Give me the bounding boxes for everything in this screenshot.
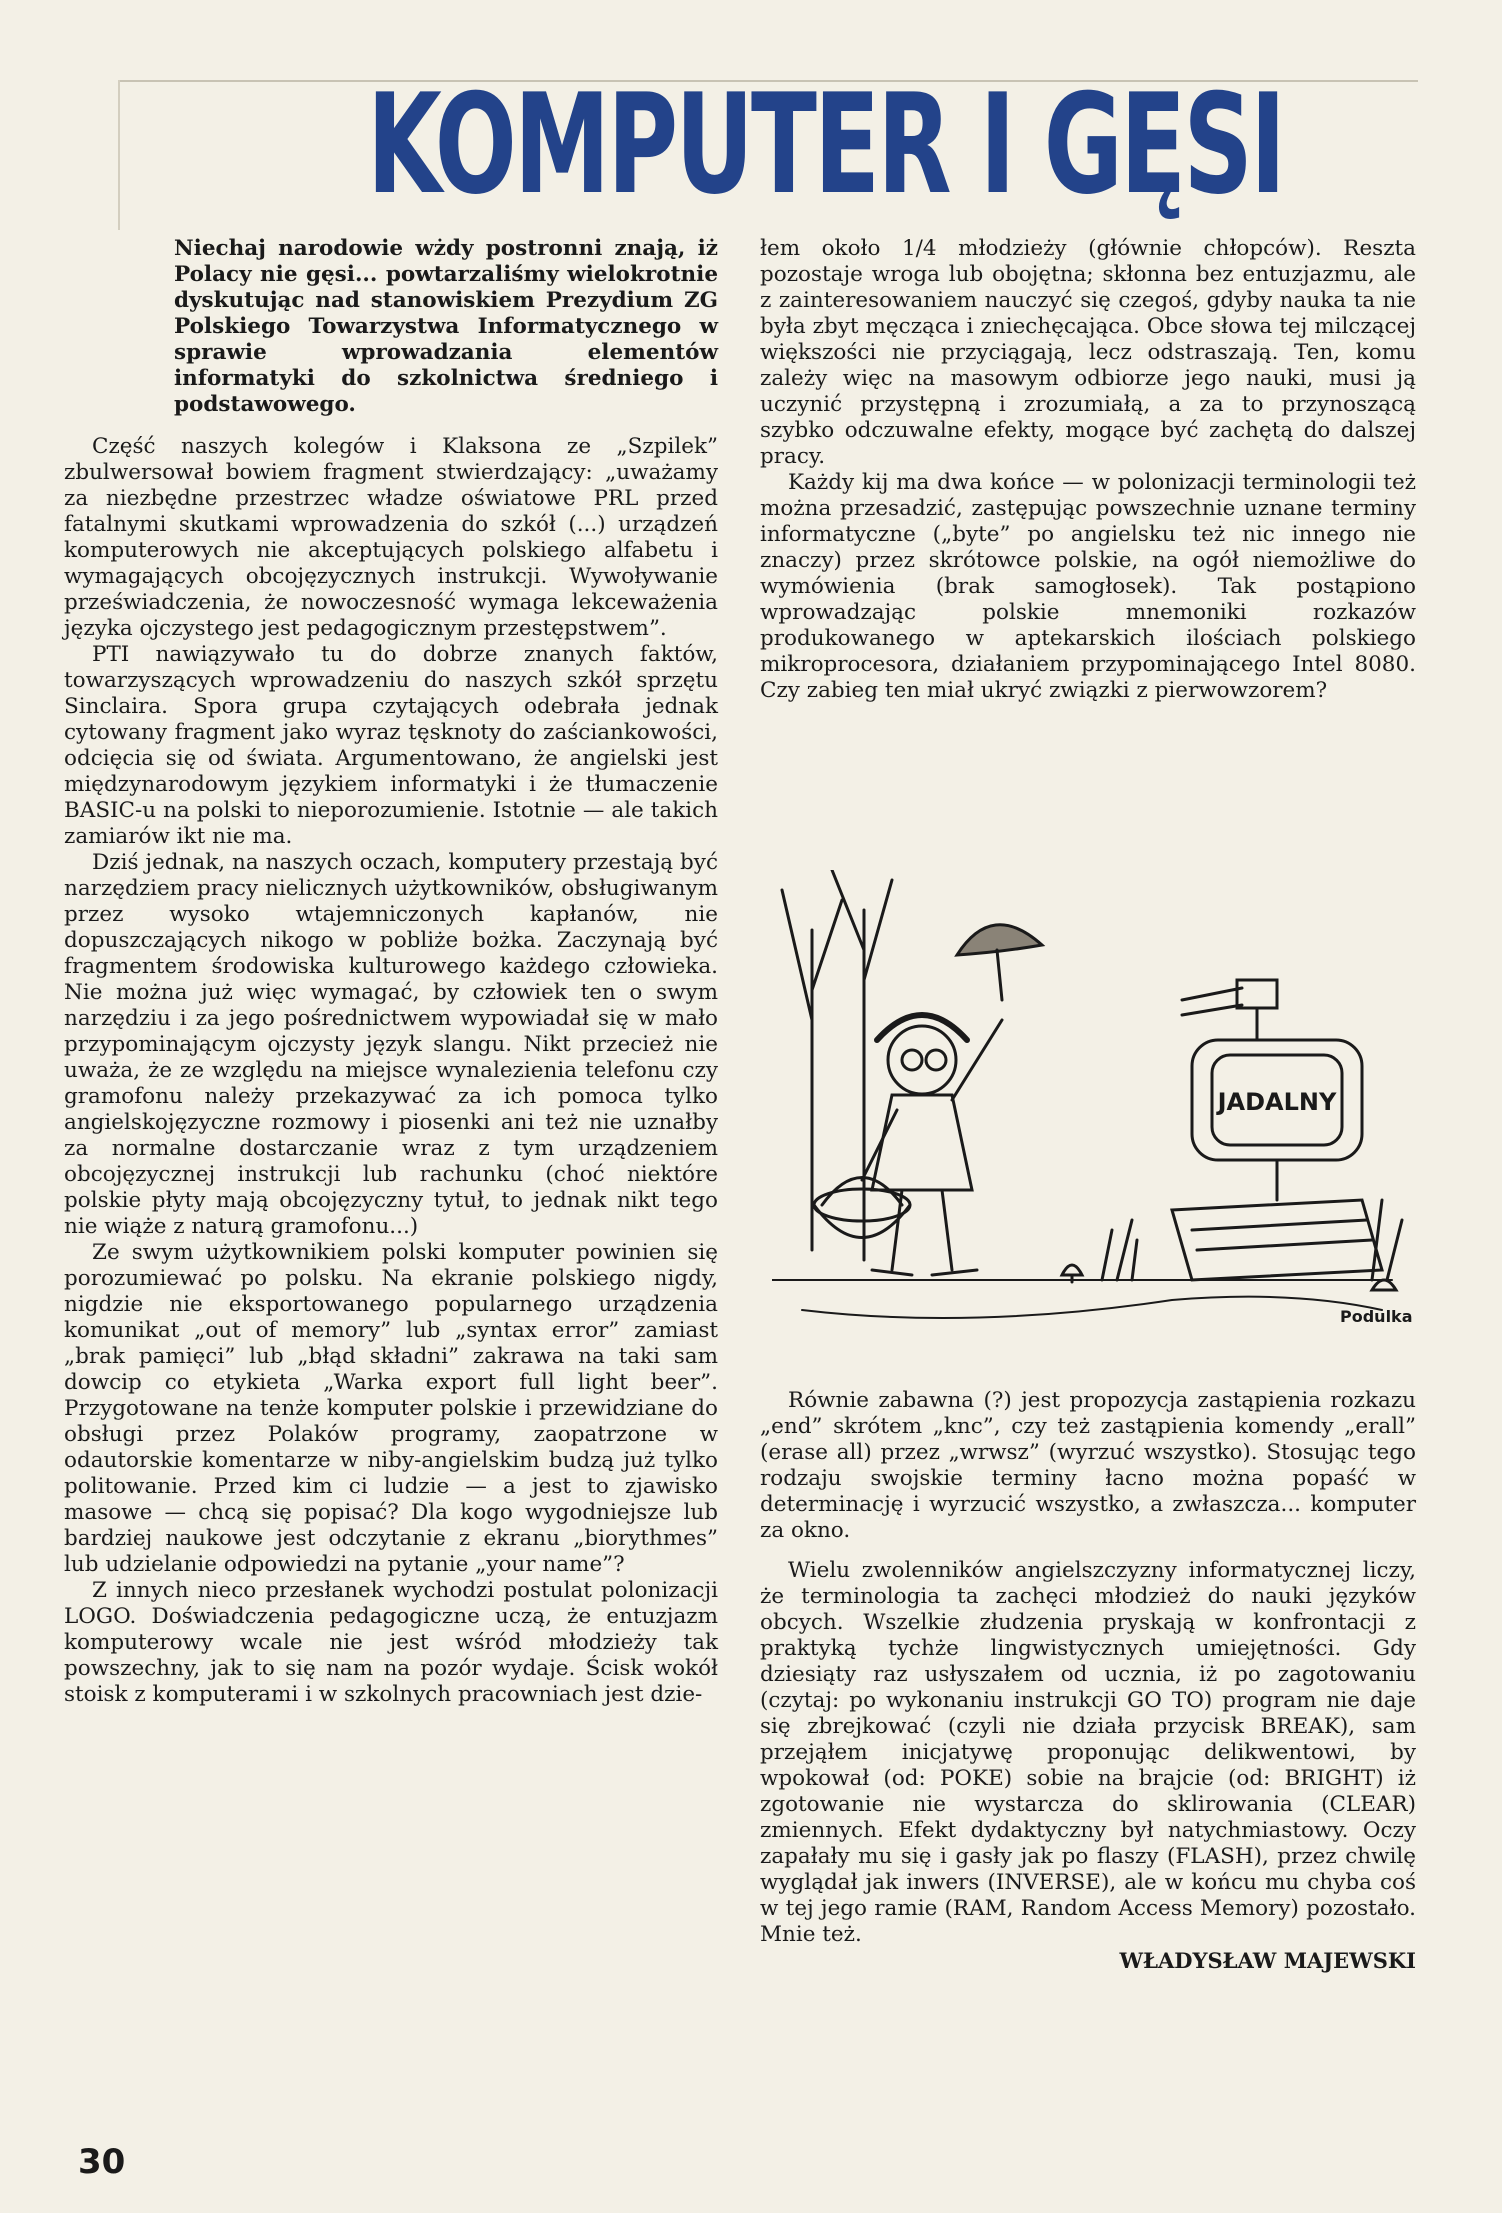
cartoon-illustration — [772, 870, 1412, 1350]
right-column-top — [760, 236, 1416, 704]
paragraph: Każdy kij ma dwa końce — w polonizacji terminologii też można przesadzić, zastępując powszechnie uznane terminy informatyczne („byte” po angielsku też nic innego nie znaczy) przez skrótowce polskie, na ogół niemożliwe do wymówienia (brak samogłosek). Tak postąpiono wprowadzając polskie mnemoniki rozkazów produkowanego w aptekarskich ilościach polskiego mikroprocesora, działaniem przypominającego Intel 8080. Czy zabieg ten miał ukryć związki z pierwowzorem? — [760, 470, 1416, 703]
paragraph: Wielu zwolenników angielszczyzny informatycznej liczy, że terminologia ta zachęci młodzież do nauki języków obcych. Wszelkie złudzenia pryskają w konfrontacji z praktyką tychże lingwistycznych umiejętności. Gdy dziesiąty raz usłyszałem od ucznia, iż po zagotowaniu (czytaj: po wykonaniu instrukcji GO TO) program nie daje się zbrejkować (czyli nie działa przycisk BREAK), sam przejąłem inicjatywę proponując delikwentowi, by wpokował (od: POKE) sobie na brajcie (od: BRIGHT) iż zgotowanie nie wystarcza do sklirowania (CLEAR) zmiennych. Efekt dydaktyczny był natychmiastowy. Oczy zapałały mu się i gasły jak po flaszy (FLASH), przez chwilę wyglądał jak inwers (INVERSE), ale w końcu mu chyba coś w tej jego ramie (RAM, Random Access Memory) pozostało. Mnie też. — [760, 1558, 1416, 1947]
cartoon-signature: Podulka — [1340, 1307, 1412, 1326]
paragraph: Ze swym użytkownikiem polski komputer powinien się porozumiewać po polsku. Na ekranie polskiego nigdy, nigdzie nie eksportowanego popularnego urządzenia komunikat „out of memory” lub „syntax error” zamiast „brak pamięci” lub „błąd składni” zakrawa na taki sam dowcip co etykieta „Warka export full light beer”. Przygotowane na tenże komputer polskie i przewidziane do obsługi przez Polaków programy, zaopatrzone w odautorskie komentarze w niby-angielskim budzą już tylko politowanie. Przed kim ci ludzie — a jest to zjawisko masowe — chcą się popisać? Dla kogo wygodniejsze lub bardziej naukowe jest odczytanie z ekranu „biorythmes” lub udzielanie odpowiedzi na pytanie „your name”? — [64, 1240, 718, 1577]
paragraph: Z innych nieco przesłanek wychodzi postulat polonizacji LOGO. Doświadczenia pedagogiczne uczą, że entuzjazm komputerowy wcale nie jest wśród młodzieży tak powszechny, jak to się nam na pozór wydaje. Ścisk wokół stoisk z komputerami i w szkolnych pracowniach jest dzie- — [64, 1578, 718, 1707]
cartoon-screen-text: JADALNY — [1217, 1088, 1337, 1116]
page-number: 30 — [78, 2142, 126, 2182]
paragraph: Dziś jednak, na naszych oczach, komputery przestają być narzędziem pracy nielicznych użytkowników, obsługiwanym przez wysoko wtajemniczonych kapłanów, nie dopuszczających nikogo w pobliże bożka. Zaczynają być fragmentem środowiska kulturowego każdego człowieka. Nie można już więc wymagać, by człowiek ten o swym narzędziu i za jego pośrednictwem wypowiadał się w mało przypominającym ojczysty język slangu. Nikt przecież nie uważa, że ze względu na miejsce wynalezienia telefonu czy gramofonu należy przekazywać za ich pomoca tylko angielskojęzyczne rozmowy i piosenki ani też nie uznałby za normalne dostarczanie wraz z tym urządzeniem obcojęzycznej instrukcji lub rachunku (choć niektóre polskie płyty mają obcojęzyczny tytuł, to jednak nikt tego nie wiąże z naturą gramofonu...) — [64, 850, 718, 1239]
paragraph: PTI nawiązywało tu do dobrze znanych faktów, towarzyszących wprowadzeniu do naszych szkół sprzętu Sinclaira. Spora grupa czytających odebrała jednak cytowany fragment jako wyraz tęsknoty do zaściankowości, odcięcia się od świata. Argumentowano, że angielski jest międzynarodowym językiem informatyki i że tłumaczenie BASIC-u na polski to nieporozumienie. Istotnie — ale takich zamiarów ikt nie ma. — [64, 642, 718, 849]
right-column-bottom — [760, 1388, 1416, 1974]
paragraph: Równie zabawna (?) jest propozycja zastąpienia rozkazu „end” skrótem „knc”, czy też zastąpienia komendy „erall” (erase all) przez „wrwsz” (wyrzuć wszystko). Stosując tego rodzaju swojskie terminy łacno można popaść w determinację i wyrzucić wszystko, a zwłaszcza... komputer za okno. — [760, 1388, 1416, 1543]
article-lead: Niechaj narodowie wżdy postronni znają, iż Polacy nie gęsi... powtarzaliśmy wielokrotnie dyskutując nad stanowiskiem Prezydium ZG Polskiego Towarzystwa Informatycznego w sprawie wprowadzania elementów informatyki do szkolnictwa średniego i podstawowego. — [174, 236, 718, 417]
left-rule — [118, 80, 120, 230]
left-column — [64, 236, 718, 1708]
author-signature: WŁADYSŁAW MAJEWSKI — [1119, 1948, 1416, 1973]
article-title: KOMPUTER I GĘSI — [367, 64, 1284, 225]
paragraph: łem około 1/4 młodzieży (głównie chłopców). Reszta pozostaje wroga lub obojętna; skłonna bez entuzjazmu, ale z zainteresowaniem nauczyć się czegoś, gdyby nauka ta nie była zbyt męcząca i zniechęcająca. Obce słowa tej milczącej większości nie przyciągają, lecz odstraszają. Ten, komu zależy więc na masowym odbiorze jego nauki, musi ją uczynić przystępną i zrozumiałą, a za to przynoszącą szybko odczuwalne efekty, mogące być zachętą do dalszej pracy. — [760, 236, 1416, 469]
paragraph: Część naszych kolegów i Klaksona ze „Szpilek” zbulwersował bowiem fragment stwierdzający: „uważamy za niezbędne przestrzec władze oświatowe PRL przed fatalnymi skutkami wprowadzenia do szkół (...) urządzeń komputerowych nie akceptujących polskiego alfabetu i wymagających obcojęzycznych instrukcji. Wywoływanie przeświadczenia, że nowoczesność wymaga lekceważenia języka ojczystego jest pedagogicznym przestępstwem”. — [64, 434, 718, 641]
